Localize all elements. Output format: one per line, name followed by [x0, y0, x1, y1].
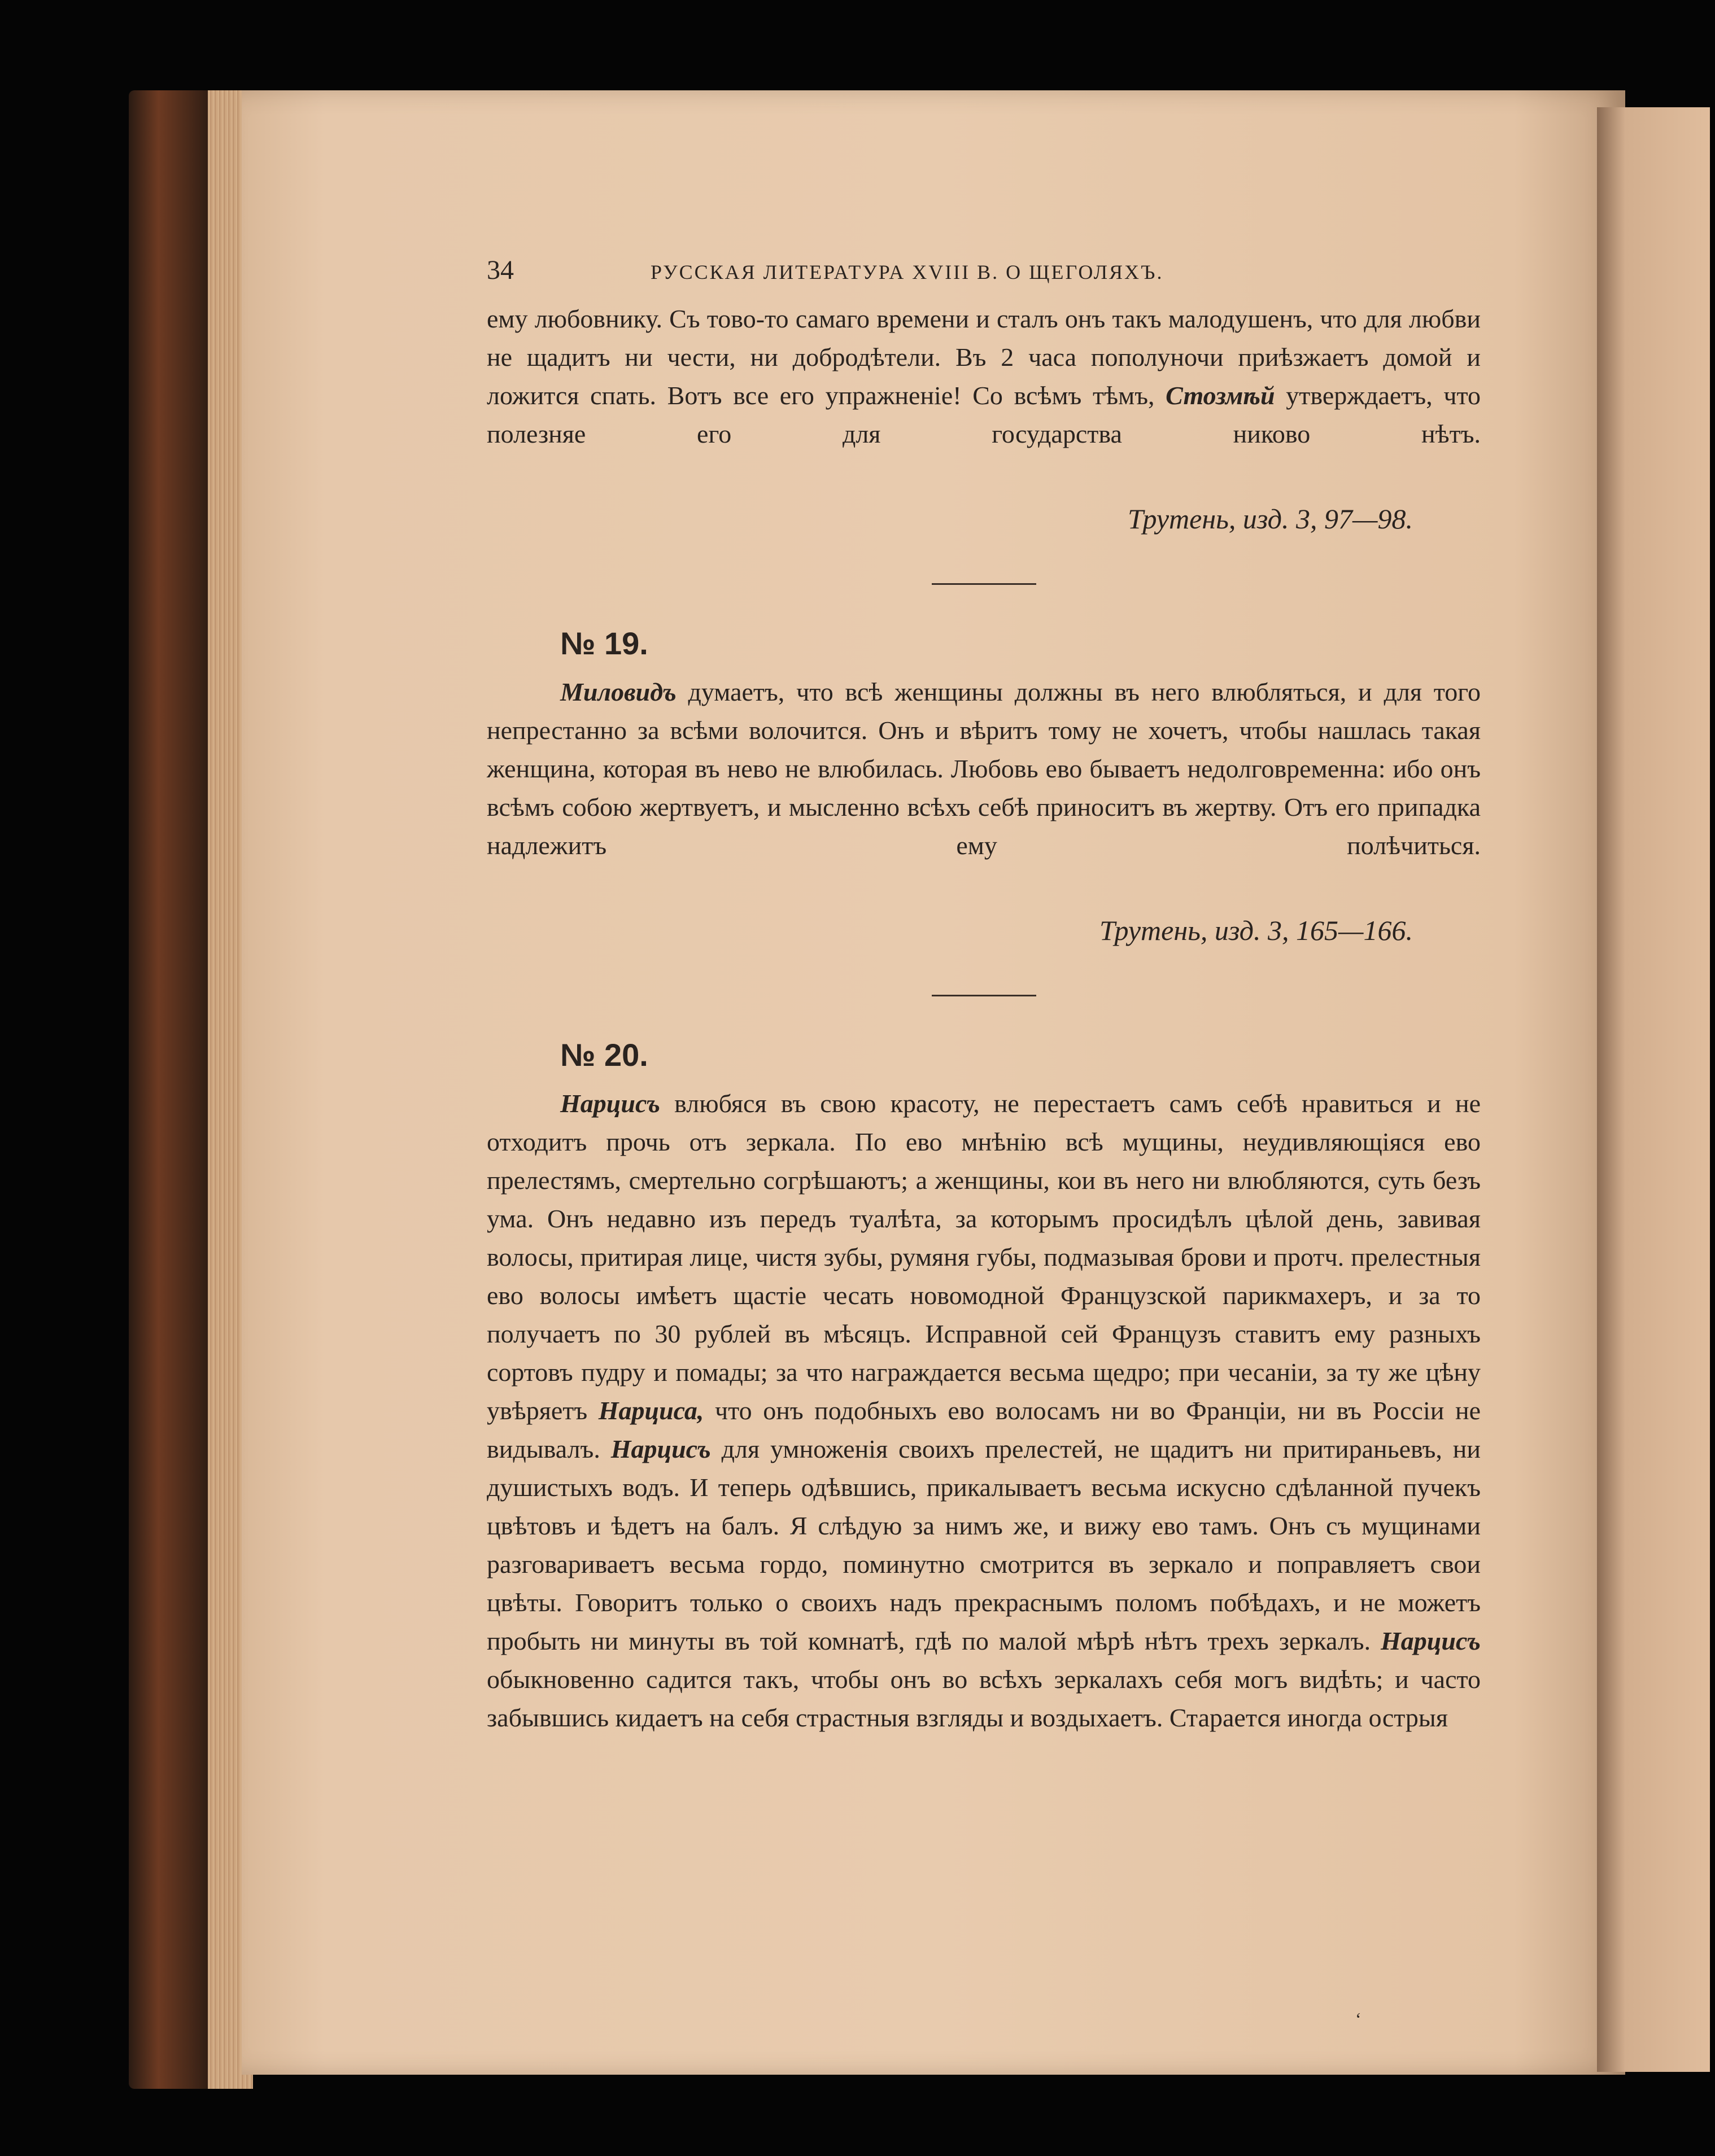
section-divider	[932, 995, 1036, 996]
paragraph-text: для умноженія своихъ прелестей, не щадитъ ни притираньевъ, ни душистыхъ водъ. И теперь одѣвшись, прикалываетъ весьма искусно сдѣланной пучекъ цвѣтовъ и ѣдетъ на балъ. Я слѣдую за нимъ же, и вижу ево тамъ. Онъ съ мущинами разговариваетъ весьма гордо, поминутно смотрится въ зеркало и поправляетъ свои цвѣты. Говоритъ только о своихъ надъ прекраснымъ поломъ побѣдахъ, и не можетъ пробыть ни минуты въ той комнатѣ, гдѣ по малой мѣрѣ нѣтъ трехъ зеркалъ.	[487, 1435, 1481, 1655]
continuation-paragraph	[487, 300, 1481, 492]
entry-heading-19: № 19.	[560, 626, 648, 661]
page-content	[487, 251, 1481, 1737]
character-name: Нарциса,	[598, 1396, 704, 1425]
character-name: Нарцисъ	[1381, 1626, 1481, 1655]
running-title: РУССКАЯ ЛИТЕРАТУРА XVIII В. О ЩЕГОЛЯХЪ.	[651, 261, 1164, 283]
source-citation: Трутень, изд. 3, 165—166.	[1099, 915, 1413, 946]
character-name: Нарцисъ	[560, 1089, 660, 1118]
facing-page-edge	[1597, 107, 1710, 2072]
character-name: Стозмѣй	[1166, 381, 1275, 410]
paragraph-text: утверждаетъ, что полезняе его для государства никово нѣтъ.	[487, 381, 1481, 448]
character-name: Нарцисъ	[610, 1435, 711, 1463]
section-divider	[932, 583, 1036, 585]
paragraph-text: ему любовнику. Съ тово-то самаго времени и сталъ онъ такъ малодушенъ, что для любви не щадитъ ни чести, ни добродѣтели. Въ 2 часа пополуночи приѣзжаетъ домой и ложится спать. Вотъ все его упражненіе! Со всѣмъ тѣмъ,	[487, 304, 1481, 410]
paragraph-text: влюбяся въ свою красоту, не перестаетъ самъ себѣ нравиться и не отходитъ прочь отъ зеркала. По ево мнѣнію всѣ мущины, неудивляющіяся ево прелестямъ, смертельно согрѣшаютъ; а женщины, кои въ него ни влюбляются, суть безъ ума. Онъ недавно изъ передъ туалѣта, за которымъ просидѣлъ цѣлой день, завивая волосы, притирая лице, чистя зубы, румяня губы, подмазывая брови и протч. прелестныя ево волосы имѣетъ щастіе чесать новомодной Французской парикмахеръ, и за то получаетъ по 30 рублей въ мѣсяцъ. Исправной сей Французъ ставитъ ему разныхъ сортовъ пудру и помады; за что награждается весьма щедро; при чесаніи, за ту же цѣну увѣряетъ	[487, 1089, 1481, 1425]
entry-heading-20: № 20.	[560, 1037, 648, 1073]
entry-paragraph-20	[487, 1084, 1481, 1737]
paragraph-text: обыкновенно садится такъ, чтобы онъ во всѣхъ зеркалахъ себя могъ видѣть; и часто забывшись кидаетъ на себя страстныя взгляды и воздыхаетъ. Старается иногда острыя	[487, 1665, 1481, 1732]
running-head	[487, 251, 1481, 296]
entry-paragraph-19	[487, 673, 1481, 903]
paragraph-text: думаетъ, что всѣ женщины должны въ него влюбляться, и для того непрестанно за всѣми волочится. Онъ и вѣритъ тому не хочетъ, чтобы нашлась такая женщина, которая въ нево не влюбилась. Любовь ево бываетъ недолговременна: ибо онъ всѣмъ собою жертвуетъ, и мысленно всѣхъ себѣ приноситъ въ жертву. Отъ его припадка надлежитъ ему полѣчиться.	[487, 677, 1481, 860]
source-citation: Трутень, изд. 3, 97—98.	[1127, 503, 1413, 535]
character-name: Миловидъ	[560, 677, 677, 706]
paragraph-text: что онъ подобныхъ ево волосамъ ни во Франціи, ни въ Россіи не видывалъ.	[487, 1396, 1481, 1463]
page-number: 34	[487, 255, 514, 285]
book-cover-edge	[129, 90, 213, 2089]
footer-mark: ‘	[1355, 2009, 1361, 2029]
